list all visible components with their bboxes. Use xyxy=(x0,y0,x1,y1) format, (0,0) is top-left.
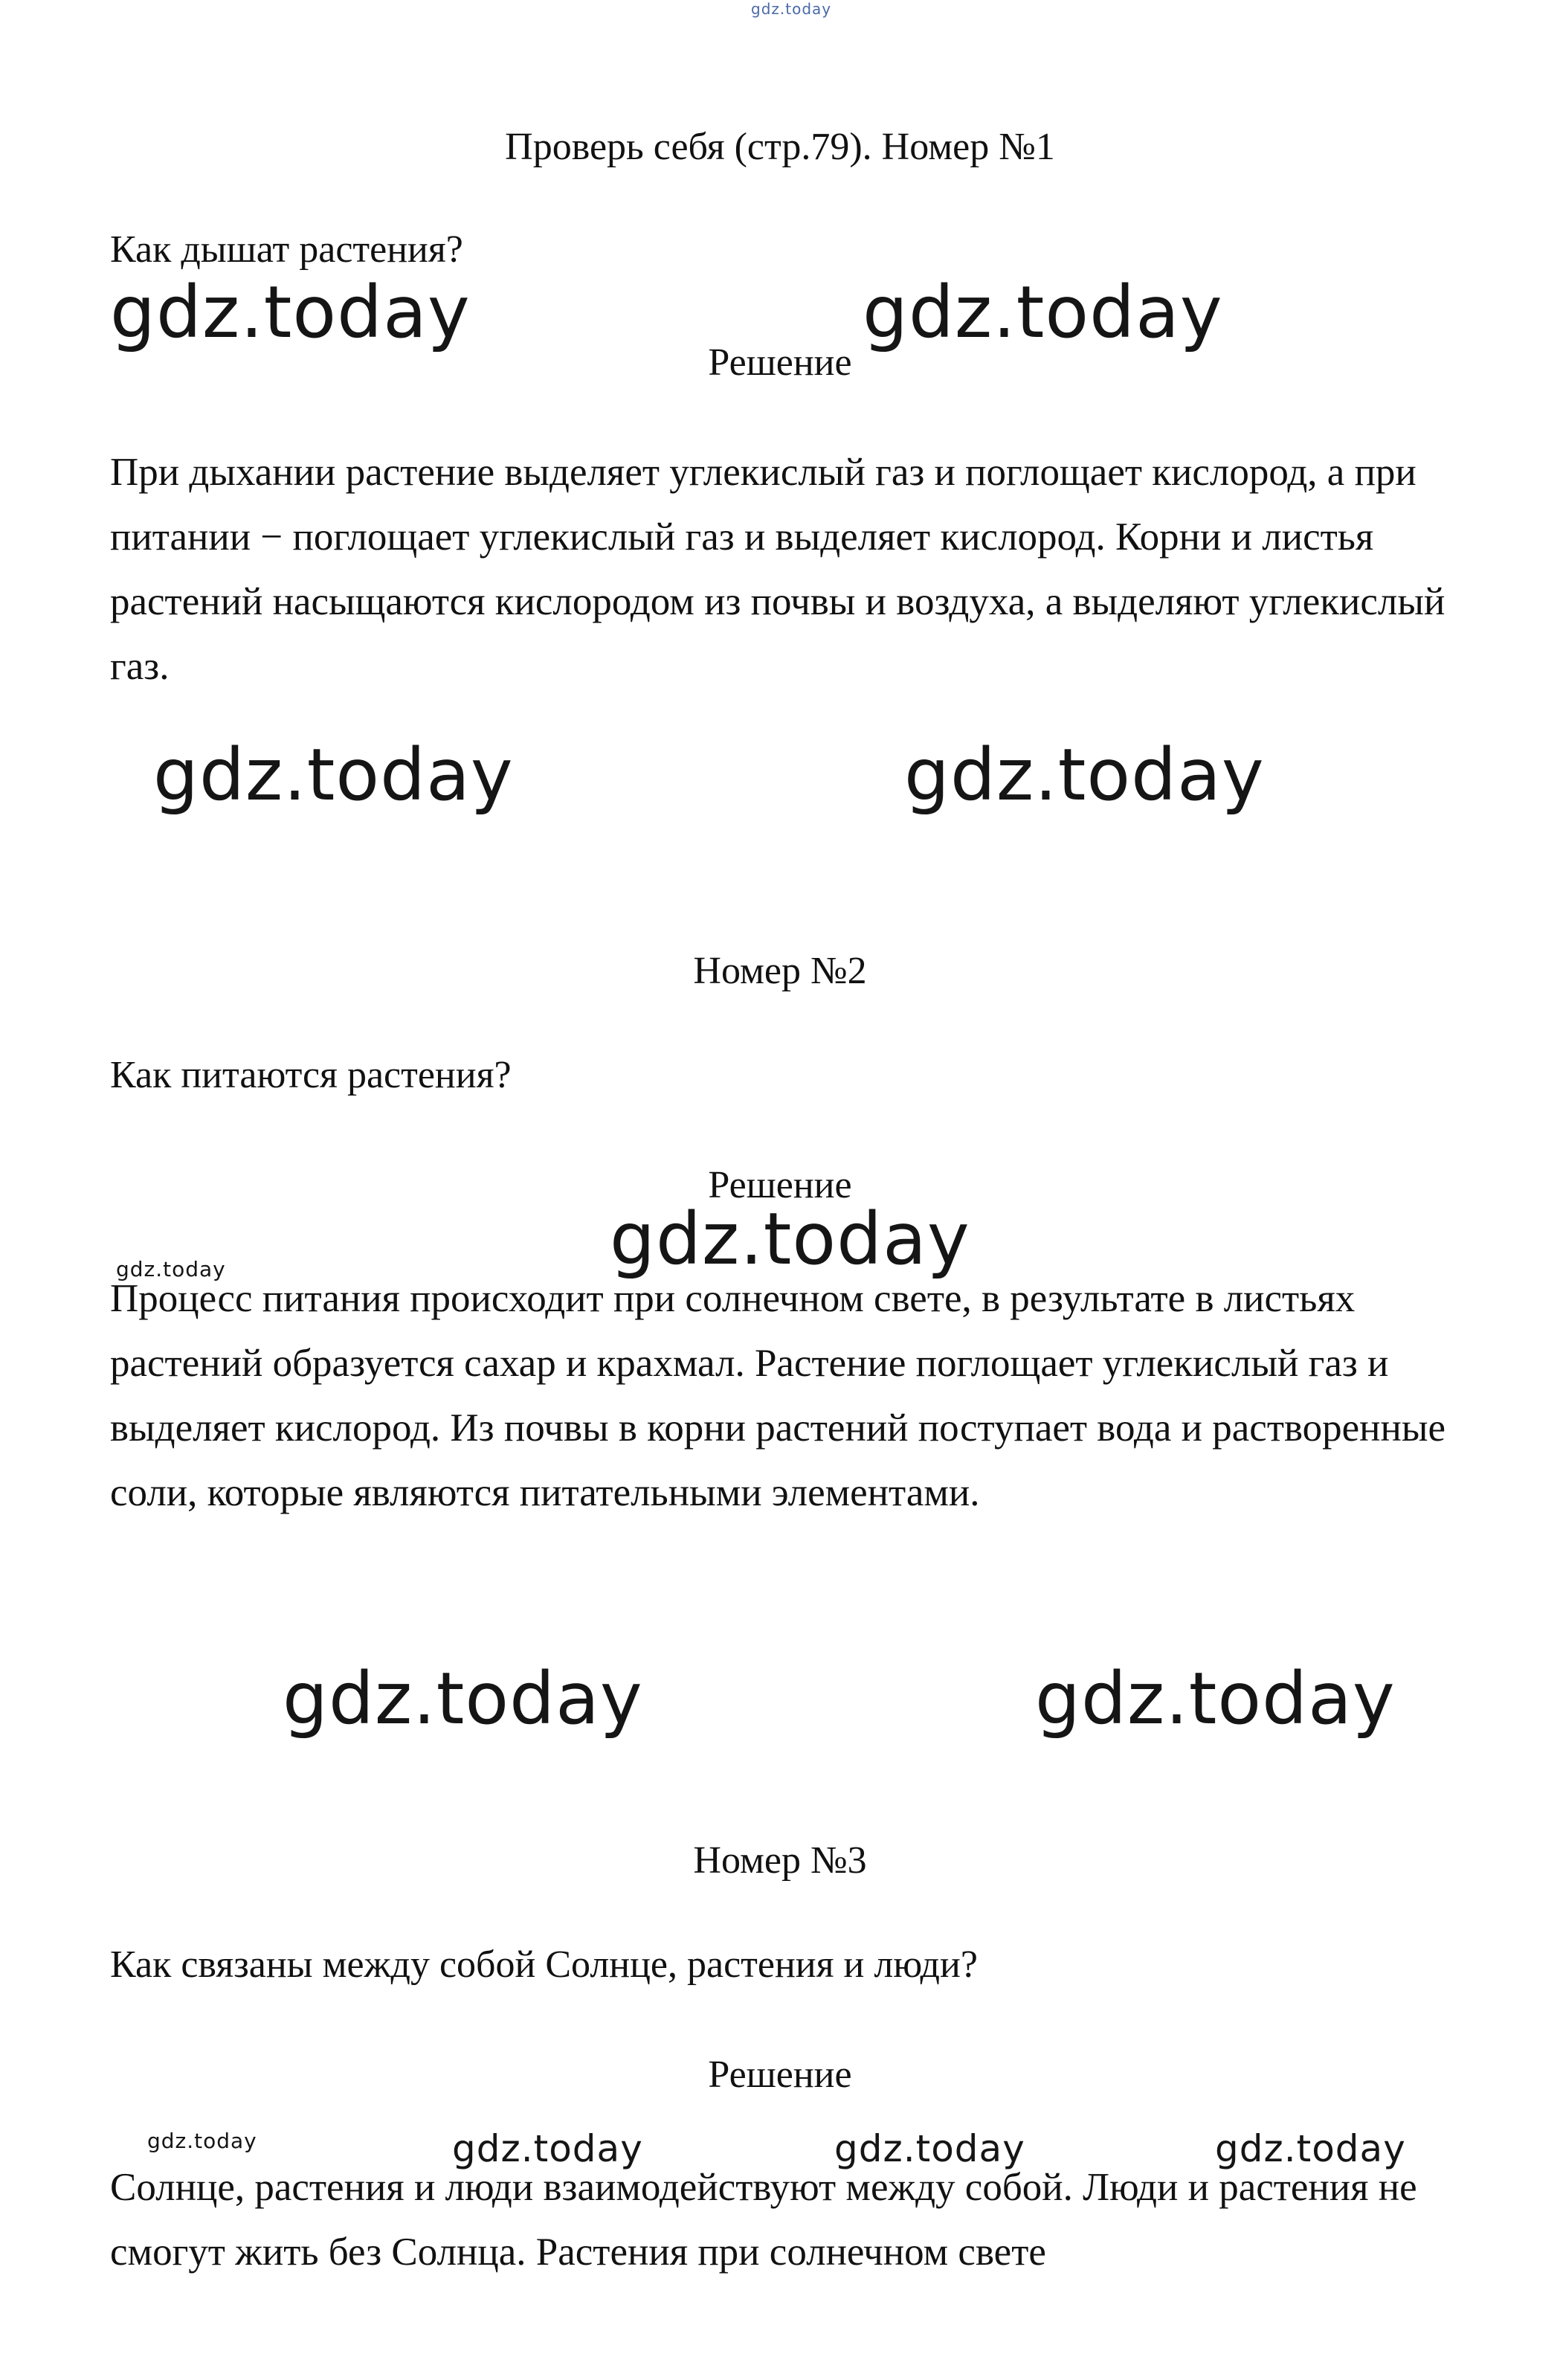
section2-title: Номер №2 xyxy=(693,950,867,992)
watermark: gdz.today xyxy=(863,271,1223,354)
section1-answer: При дыхании растение выделяет углекислый газ и поглощает кислород, а при питании − поглощает углекислый газ и выделяет кислород. Корни и листья растений насыщаются кислородом из почвы и воздуха, а выделяют углекислый газ. xyxy=(110,451,1445,688)
section3-answer: Солнце, растения и люди взаимодействуют между собой. Люди и растения не смогут жить без Солнца. Растения при солнечном свете xyxy=(110,2166,1417,2274)
section3-title: Номер №3 xyxy=(693,1839,867,1882)
watermark: gdz.today xyxy=(110,271,471,354)
section2-question: Как питаются растения? xyxy=(110,1054,512,1096)
section2-solution-label: Решение xyxy=(708,1164,852,1206)
watermark: gdz.today xyxy=(904,733,1265,817)
section1-solution-label: Решение xyxy=(708,341,852,384)
section3-question: Как связаны между собой Солнце, растения и люди? xyxy=(110,1943,978,1986)
watermark: gdz.today xyxy=(147,2129,257,2153)
watermark: gdz.today xyxy=(283,1657,643,1740)
section1-title: Проверь себя (стр.79). Номер №1 xyxy=(505,126,1055,168)
watermark: gdz.today xyxy=(452,2127,643,2170)
watermark: gdz.today xyxy=(116,1257,226,1281)
watermark: gdz.today xyxy=(610,1197,970,1281)
section2-answer: Процесс питания происходит при солнечном свете, в результате в листьях растений образуется сахар и крахмал. Растение поглощает углекислый газ и выделяет кислород. Из почвы в корни растений поступает вода и растворенные соли, которые являются питательными элементами. xyxy=(110,1277,1446,1514)
watermark: gdz.today xyxy=(153,733,514,817)
watermark: gdz.today xyxy=(1215,2127,1406,2170)
watermark-top: gdz.today xyxy=(751,0,832,18)
section1-question: Как дышат растения? xyxy=(110,228,463,271)
watermark: gdz.today xyxy=(834,2127,1025,2170)
section3-solution-label: Решение xyxy=(708,2053,852,2096)
watermark: gdz.today xyxy=(1035,1657,1396,1740)
